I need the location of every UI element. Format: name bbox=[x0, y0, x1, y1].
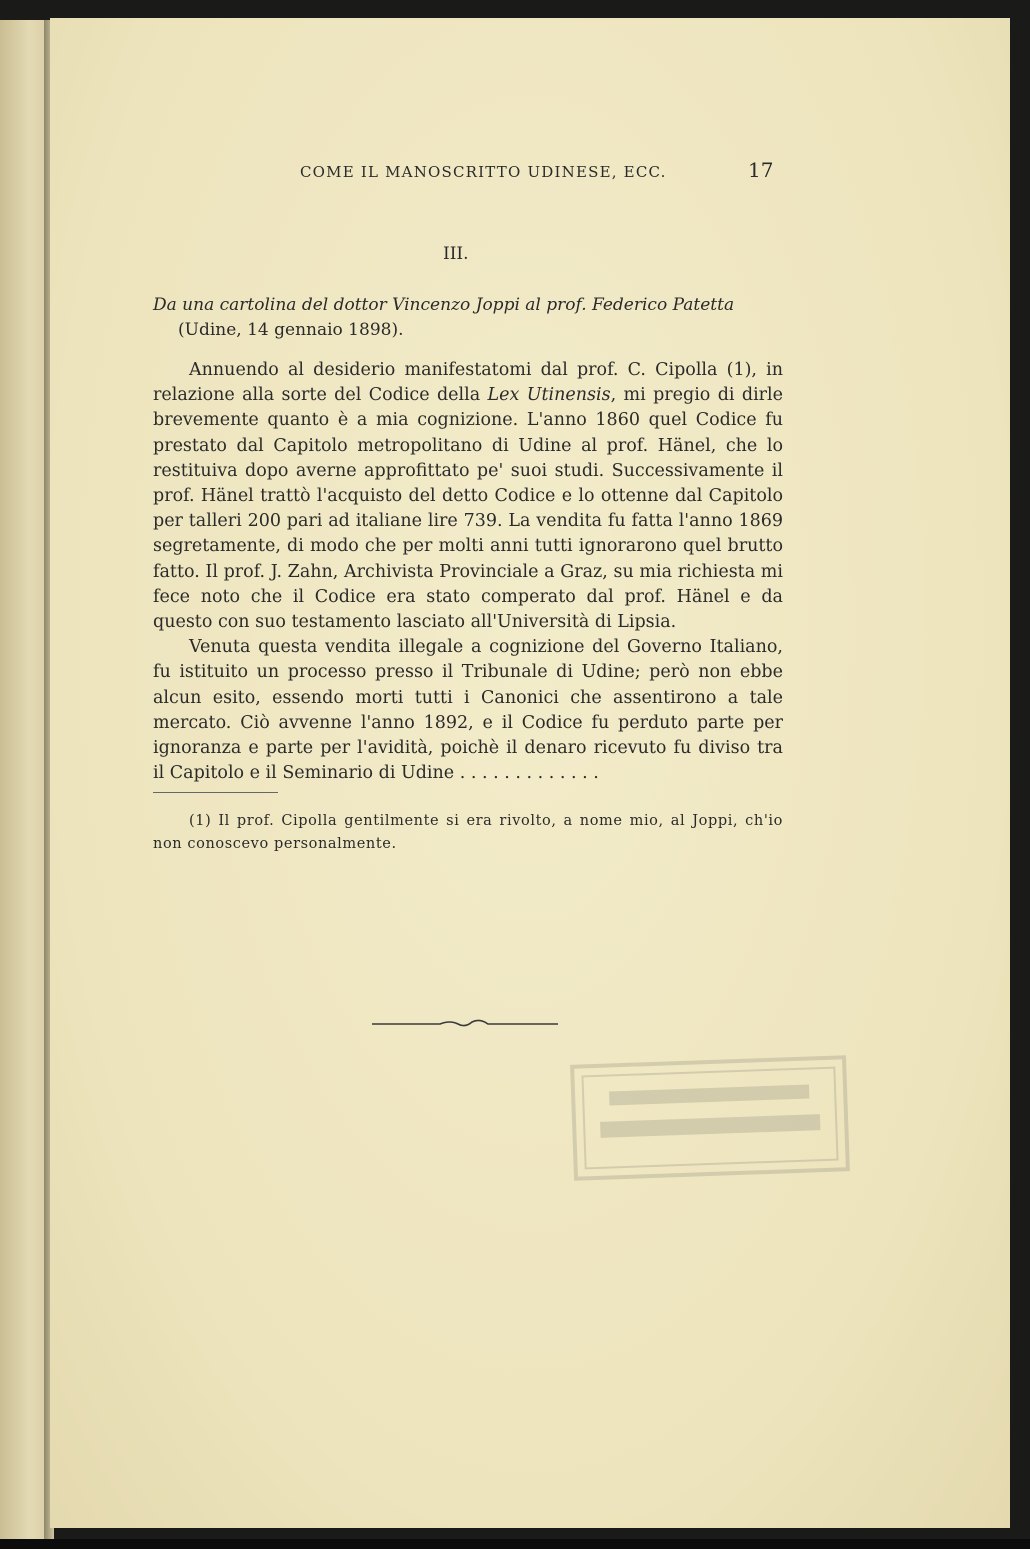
footnote bbox=[153, 810, 783, 856]
end-ornament bbox=[370, 1013, 560, 1033]
paragraph-2: Venuta questa vendita illegale a cognizione del Governo Italiano, fu istituito un processo presso il Tribunale di Udine; però non ebbe alcun esito, essendo morti tutti i Canonici che assentirono a tale mercato. Ciò avvenne l'anno 1892, e il Codice fu perduto parte per ignoranza e parte per l'avidità, poichè il denaro ricevuto fu diviso tra il Capitolo e il Seminario di Udine . . . . . . . . . . . . . bbox=[153, 637, 783, 784]
paragraph-1-rest: , mi pregio di dirle brevemente quanto è a mia cognizione. L'anno 1860 quel Codice fu prestato dal Capitolo metropolitano di Udine al prof. Hänel, che lo restituiva dopo averne approfittato pe' suoi studi. Successivamente il prof. Hänel trattò l'acquisto del detto Codice e lo ottenne dal Capitolo per talleri 200 pari ad italiane lire 739. La vendita fu fatta l'anno 1869 segretamente, di modo che per molti anni tutti ignorarono quel brutto fatto. Il prof. J. Zahn, Archivista Provinciale a Graz, su mia richiesta mi fece noto che il Codice era stato comperato dal prof. Hänel e da questo con suo testamento lasciato all'Università di Lipsia. bbox=[153, 385, 783, 633]
letter-heading-date: (Udine, 14 gennaio 1898). bbox=[178, 320, 404, 340]
page-number: 17 bbox=[748, 158, 774, 182]
footnote-rule bbox=[153, 792, 278, 793]
section-number: III. bbox=[443, 244, 469, 264]
scan-border bbox=[0, 1539, 1030, 1549]
facing-page-edge bbox=[0, 20, 50, 1540]
library-stamp bbox=[568, 1053, 852, 1183]
paragraph-1 bbox=[153, 358, 783, 635]
footnote-1: (1) Il prof. Cipolla gentilmente si era rivolto, a nome mio, al Joppi, ch'io non conoscevo personalmente. bbox=[153, 813, 783, 852]
lex-utinensis-title: Lex Utinensis bbox=[487, 385, 611, 406]
page bbox=[50, 18, 1010, 1528]
paragraph-1-start: Annuendo al desiderio manifestatomi dal prof. C. Cipolla (1), in relazione alla sorte del Codice della bbox=[153, 360, 783, 406]
body-text bbox=[153, 358, 783, 786]
running-head: COME IL MANOSCRITTO UDINESE, ECC. bbox=[300, 163, 667, 181]
letter-heading-title: Da una cartolina del dottor Vincenzo Joppi al prof. Federico Patetta bbox=[153, 295, 735, 315]
letter-heading bbox=[153, 293, 783, 343]
